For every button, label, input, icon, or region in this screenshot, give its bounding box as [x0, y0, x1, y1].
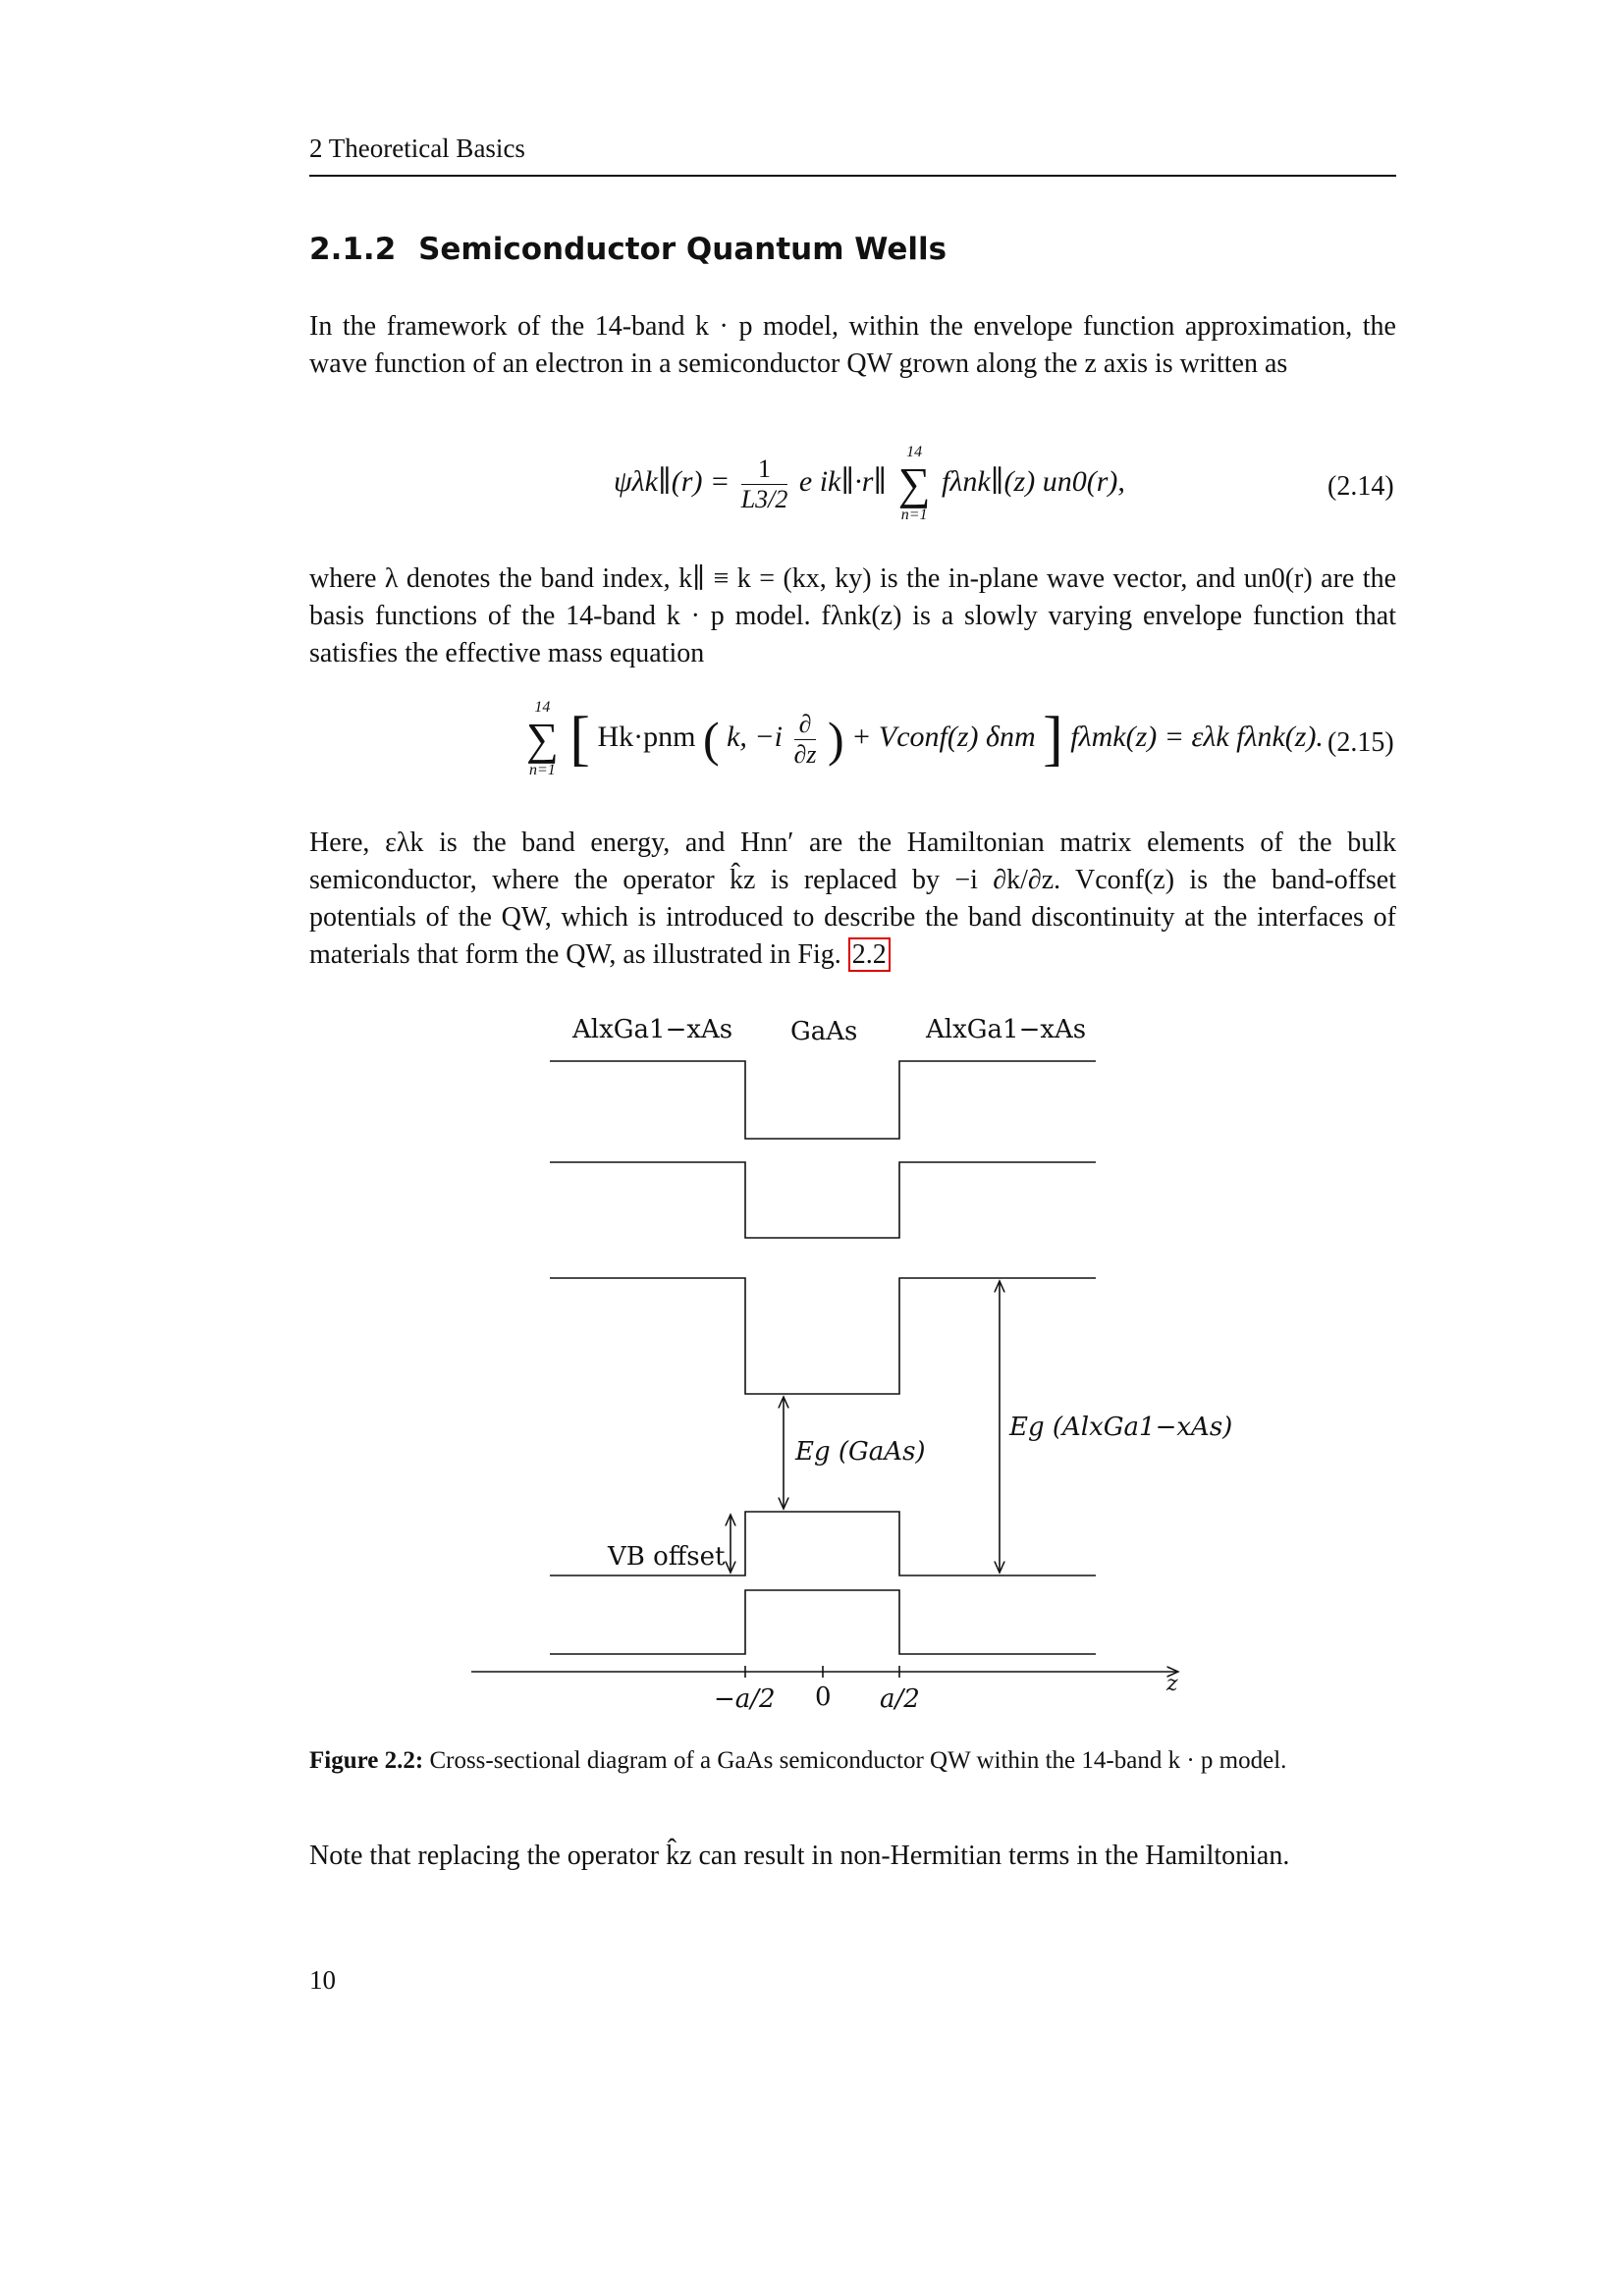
eq14-sum-upper: 14	[906, 444, 923, 460]
eq14-exponential: e ik∥·r∥	[798, 464, 888, 498]
eq14-lhs: ψλk∥(r) =	[614, 464, 731, 498]
eq14-frac-num: 1	[741, 454, 788, 485]
section-number: 2.1.2	[309, 232, 397, 267]
tick-label-center: 0	[815, 1682, 832, 1712]
eq14-rhs: fλnk∥(z) un0(r),	[942, 464, 1125, 498]
paragraph-3-text: Here, ελk is the band energy, and Hnn′ are the Hamiltonian matrix elements of the bulk semiconductor, where the operator k̂z is replaced by −i ∂k/∂z. Vconf(z) is the band-offset potentials of the QW, which is introduced to describe the band discontinuity at the interfaces of materials that form the QW, as illustrated in Fig.	[309, 828, 1396, 970]
left-paren: (	[702, 712, 720, 767]
eq15-deriv-num: ∂	[794, 710, 817, 740]
eq15-args: k, −i	[727, 720, 784, 753]
eq15-hamiltonian: Hk·pnm	[597, 720, 696, 753]
right-paren: )	[827, 712, 844, 767]
tick-label-right: a/2	[880, 1684, 920, 1714]
caption-label: Figure 2.2:	[309, 1747, 424, 1774]
eq15-deriv-den: ∂z	[793, 739, 817, 769]
figure-caption	[309, 1747, 1286, 1775]
eq15-potential: + Vconf(z) δnm	[851, 720, 1036, 753]
caption-text: Cross-sectional diagram of a GaAs semiconductor QW within the 14-band k · p model.	[429, 1747, 1287, 1774]
label-algaas-left: AlxGa1−xAs	[572, 1015, 733, 1044]
band-line-1	[550, 1061, 1096, 1139]
sigma-symbol: ∑	[526, 714, 559, 764]
paragraph-2: where λ denotes the band index, k∥ ≡ k = (kx, ky) is the in-plane wave vector, and un0(r) are the basis functions of the 14-band k · p model. fλnk(z) is a slowly varying envelope function that satisfies the effective mass equation	[309, 563, 1396, 668]
eq14-sum-lower: n=1	[900, 507, 928, 523]
eq15-sum-lower: n=1	[529, 762, 556, 778]
left-bracket: [	[569, 705, 590, 773]
eq15-sum-upper: 14	[534, 699, 551, 716]
label-eg-algaas: Eg (AlxGa1−xAs)	[1009, 1413, 1233, 1442]
tick-label-left: −a/2	[714, 1684, 776, 1714]
paragraph-4: Note that replacing the operator k̂z can result in non-Hermitian terms in the Hamiltonian.	[309, 1841, 1290, 1871]
page-number: 10	[309, 1965, 336, 1995]
paragraph-1: In the framework of the 14-band k · p model, within the envelope function approximation, the wave function of an electron in a semiconductor QW grown along the z axis is written as	[309, 311, 1396, 379]
axis-label-z: z	[1166, 1672, 1178, 1696]
band-line-2	[550, 1162, 1096, 1238]
figure-reference-link[interactable]: 2.2	[848, 937, 891, 972]
label-algaas-right: AlxGa1−xAs	[926, 1015, 1087, 1044]
equation-number-2-14: (2.14)	[1327, 471, 1394, 502]
running-head: 2 Theoretical Basics	[309, 133, 525, 163]
eq14-frac-den: L3/2	[740, 484, 788, 513]
conduction-band	[550, 1278, 1096, 1394]
equation-number-2-15: (2.15)	[1327, 727, 1394, 758]
label-gaas: GaAs	[790, 1017, 858, 1046]
label-eg-gaas: Eg (GaAs)	[795, 1437, 926, 1467]
sigma-symbol: ∑	[897, 458, 931, 508]
eq15-rhs: fλmk(z) = ελk fλnk(z).	[1070, 720, 1324, 753]
valence-band-2	[550, 1590, 1096, 1654]
section-title: Semiconductor Quantum Wells	[418, 232, 947, 267]
label-vb-offset: VB offset	[608, 1542, 726, 1572]
right-bracket: ]	[1043, 705, 1063, 773]
